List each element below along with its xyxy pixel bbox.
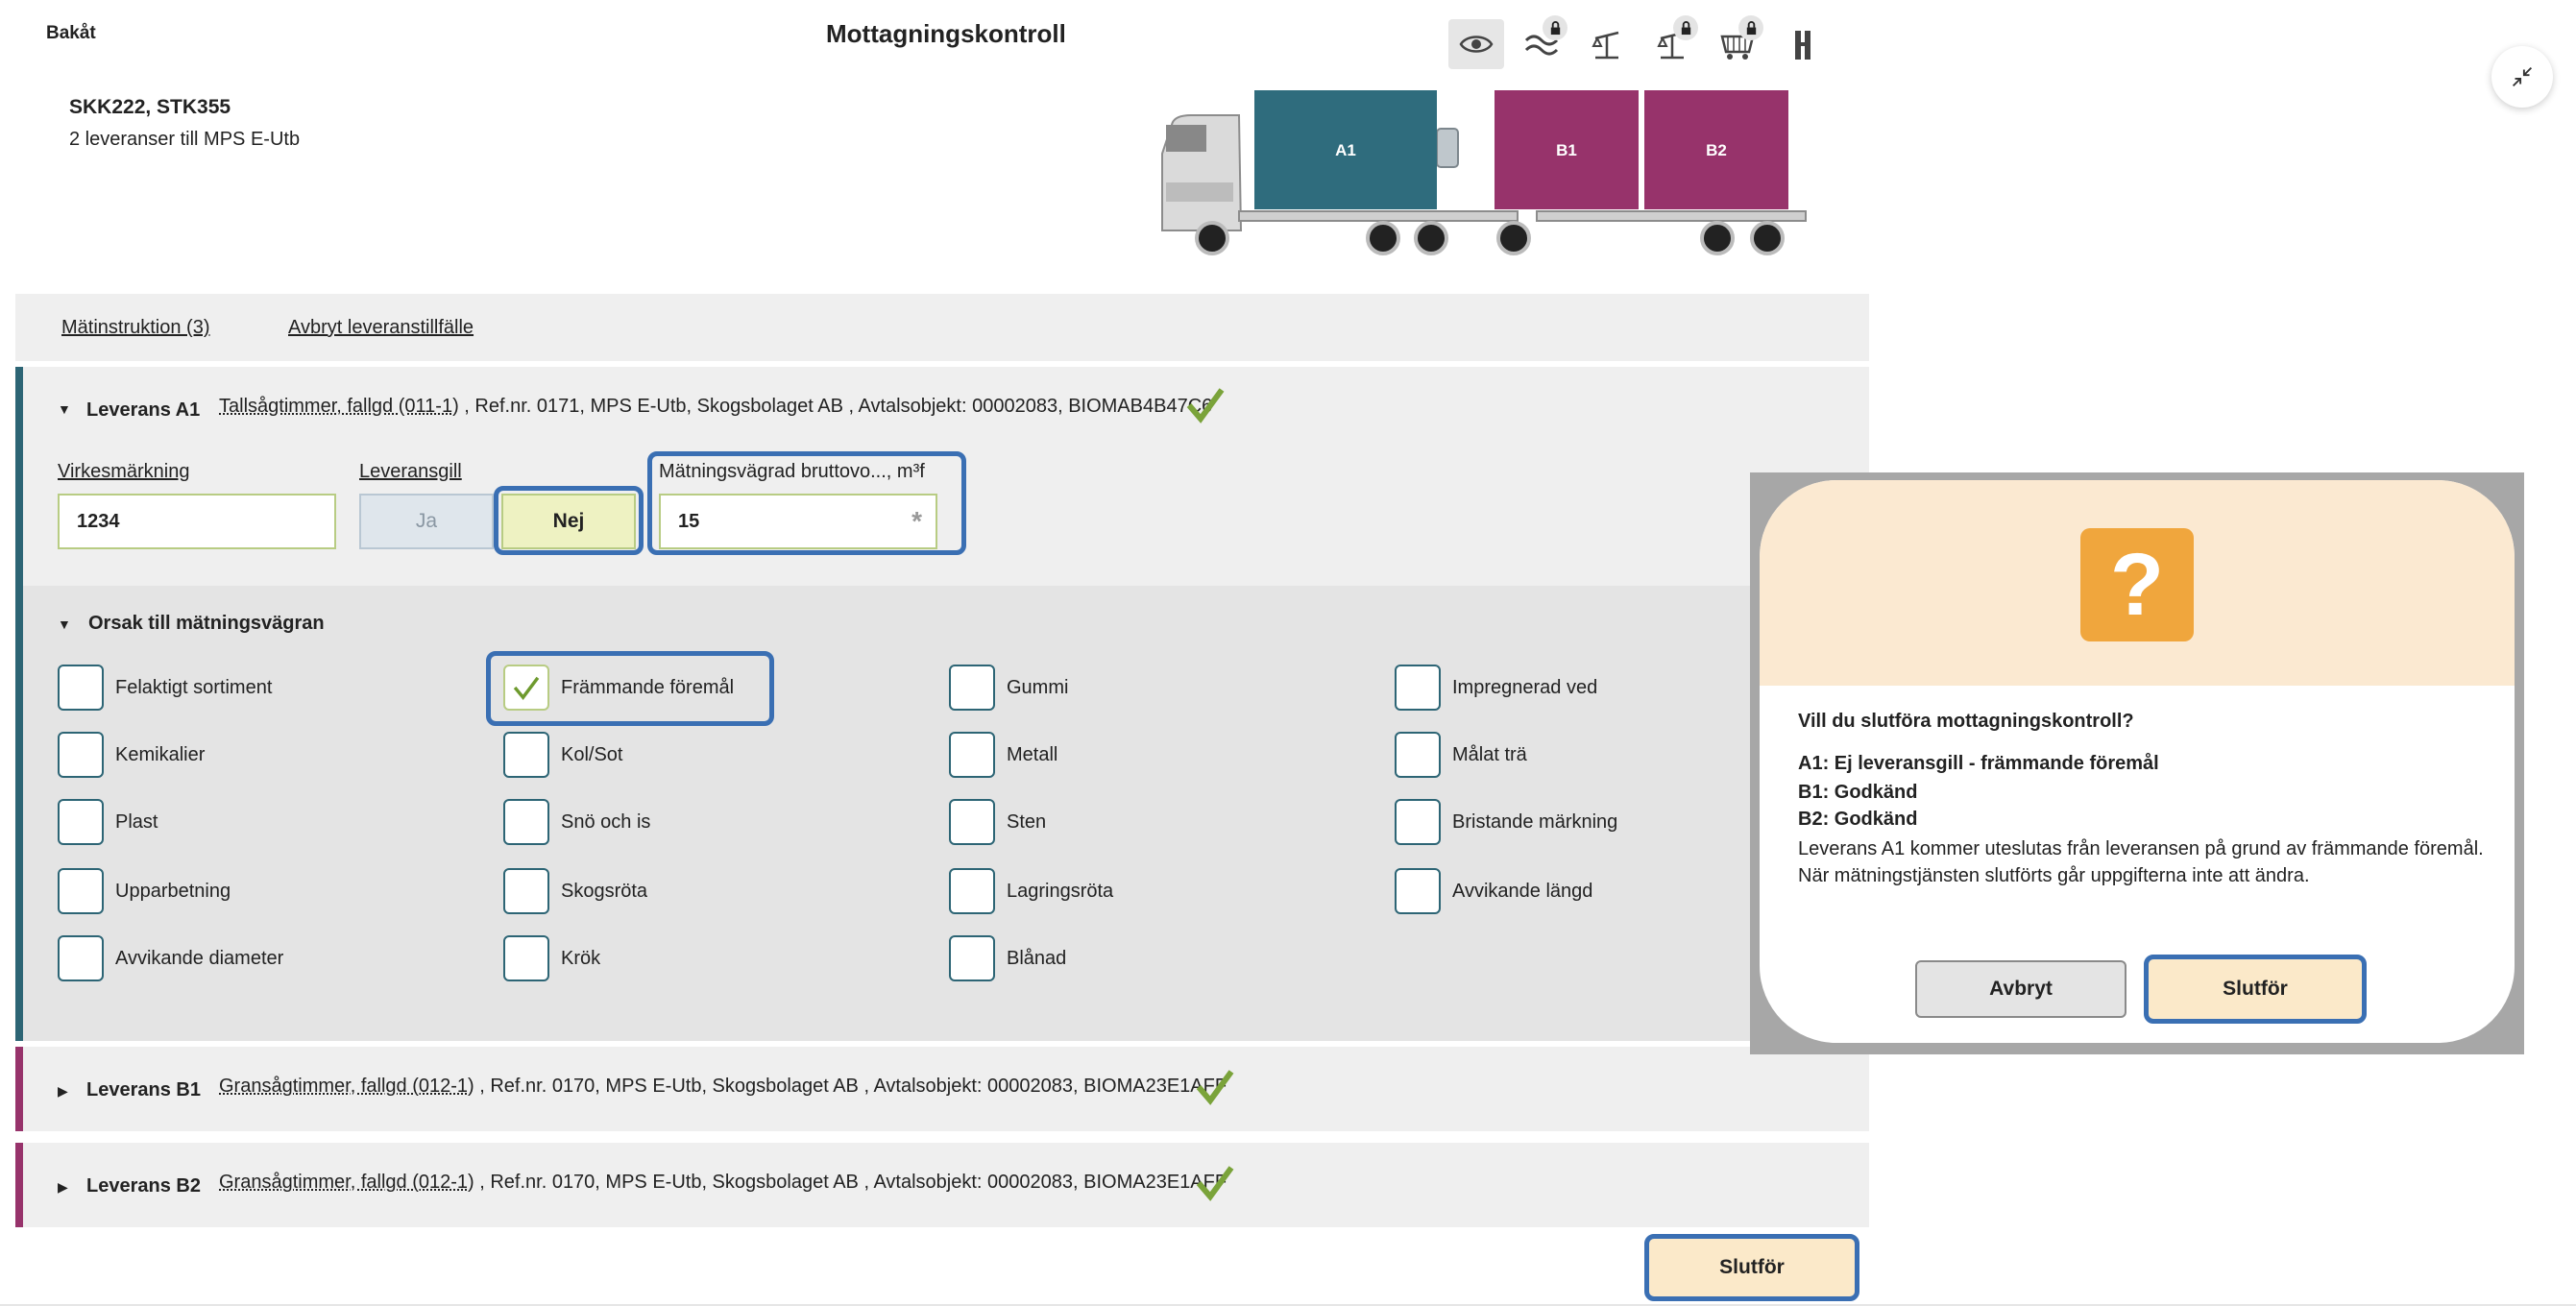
volume-value: 15 [678,510,700,532]
reason-label[interactable]: Målat trä [1452,744,1527,765]
truck-illustration [1153,86,1815,264]
reason-label[interactable]: Kol/Sot [561,744,623,765]
reason-checkbox[interactable] [58,665,104,711]
load-a1-label: A1 [1335,141,1356,159]
lock-icon [1673,15,1698,40]
reason-checkbox[interactable] [58,799,104,845]
reason-label[interactable]: Avvikande längd [1452,881,1593,902]
question-icon: ? [2080,528,2194,641]
reason-label[interactable]: Upparbetning [115,881,231,902]
vehicle-id: SKK222, STK355 [69,96,231,118]
reason-label[interactable]: Kemikalier [115,744,206,765]
expand-b1-icon[interactable]: ▶ [58,1083,68,1099]
reason-checkbox[interactable] [949,935,995,981]
reason-label[interactable]: Metall [1007,744,1058,765]
reason-label[interactable]: Blånad [1007,948,1067,969]
reason-label[interactable]: Lagringsröta [1007,881,1114,902]
reason-label[interactable]: Främmande föremål [561,677,735,698]
reason-checkbox[interactable] [949,732,995,778]
reasons-title: Orsak till mätningsvägran [88,613,325,634]
checkmark-icon [510,671,543,704]
collapse-icon [2508,62,2537,91]
reason-label[interactable]: Impregnerad ved [1452,677,1598,698]
scale-icon [1588,25,1626,63]
reason-checkbox[interactable] [1395,665,1441,711]
check-icon [1195,1162,1235,1202]
delivery-b1-title[interactable]: Leverans B1 [86,1079,201,1100]
delivery-a1-details: , Ref.nr. 0171, MPS E-Utb, Skogsbolaget AB , Avtalsobjekt: 00002083, BIOMAB4B47C6 [458,396,1213,417]
reason-checkbox[interactable] [1395,868,1441,914]
reason-label[interactable]: Gummi [1007,677,1069,698]
reason-checkbox[interactable] [949,799,995,845]
reason-checkbox[interactable] [58,732,104,778]
collapse-reasons-icon[interactable]: ▼ [58,617,71,632]
dialog-line-b1: B1: Godkänd [1798,782,1918,803]
reason-checkbox[interactable] [58,935,104,981]
valid-no-button[interactable]: Nej [501,494,636,549]
marking-label: Virkesmärkning [58,461,190,482]
volume-input[interactable] [659,494,937,549]
page-title: Mottagningskontroll [826,19,1066,48]
reason-label[interactable]: Bristande märkning [1452,811,1618,833]
lock-icon [1738,15,1763,40]
delivery-b2-description [219,1172,1227,1194]
dialog-line-b2: B2: Godkänd [1798,809,1918,830]
reason-label[interactable]: Felaktigt sortiment [115,677,273,698]
lock-icon [1543,15,1567,40]
reason-checkbox[interactable] [949,868,995,914]
reason-checkbox[interactable] [1395,799,1441,845]
dialog-confirm-button[interactable]: Slutför [2144,955,2367,1024]
reason-label[interactable]: Sten [1007,811,1047,833]
dialog-cancel-button[interactable]: Avbryt [1915,960,2126,1018]
tree-icon [1784,25,1822,63]
back-link[interactable]: Bakåt [46,23,96,43]
load-b1-label: B1 [1556,141,1577,159]
tree-button[interactable] [1775,19,1831,69]
reason-checkbox[interactable] [949,665,995,711]
reason-checkbox[interactable] [503,732,549,778]
reason-checkbox[interactable] [503,935,549,981]
delivery-a1-description [219,396,1212,418]
reason-checkbox[interactable] [503,868,549,914]
reason-checkbox[interactable] [1395,732,1441,778]
valid-yes-button[interactable]: Ja [359,494,494,549]
collapse-a1-icon[interactable]: ▼ [58,401,71,417]
cancel-delivery-link[interactable]: Avbryt leveranstillfälle [288,317,474,338]
eye-icon [1457,25,1495,63]
delivery-b1-assortment[interactable]: Gransågtimmer, fallgd (012-1) [219,1076,474,1097]
delivery-b1-description [219,1076,1227,1098]
delivery-a1-assortment[interactable]: Tallsågtimmer, fallgd (011-1) [219,396,459,417]
valid-label: Leveransgill [359,461,462,482]
collapse-button[interactable] [2491,46,2553,108]
confirm-dialog [1760,480,2515,1043]
reason-checkbox[interactable] [503,665,549,711]
reason-checkbox[interactable] [503,799,549,845]
moisture-button[interactable] [1514,19,1569,69]
check-icon [1195,1066,1235,1106]
load-b2-label: B2 [1706,141,1727,159]
scale-check-button[interactable] [1644,19,1700,69]
dialog-line-a1: A1: Ej leveransgill - främmande föremål [1798,753,2159,774]
marking-input[interactable]: 1234 [58,494,336,549]
delivery-b2-details: , Ref.nr. 0170, MPS E-Utb, Skogsbolaget AB , Avtalsobjekt: 00002083, BIOMA23E1AFF [474,1172,1227,1193]
reason-label[interactable]: Snö och is [561,811,651,833]
eye-button[interactable] [1448,19,1504,69]
reason-label[interactable]: Plast [115,811,158,833]
volume-label: Mätningsvägrad bruttovo..., m³f [659,461,925,482]
delivery-count: 2 leveranser till MPS E-Utb [69,129,301,150]
scale-button[interactable] [1579,19,1635,69]
delivery-b2-assortment[interactable]: Gransågtimmer, fallgd (012-1) [219,1172,474,1193]
reason-checkbox[interactable] [58,868,104,914]
reason-label[interactable]: Krök [561,948,601,969]
expand-b2-icon[interactable]: ▶ [58,1179,68,1195]
reason-label[interactable]: Skogsröta [561,881,648,902]
delivery-b1-details: , Ref.nr. 0170, MPS E-Utb, Skogsbolaget AB , Avtalsobjekt: 00002083, BIOMA23E1AFF [474,1076,1227,1097]
finish-button[interactable]: Slutför [1644,1234,1859,1301]
measure-instruction-link[interactable]: Mätinstruktion (3) [61,317,210,338]
cart-button[interactable] [1710,19,1765,69]
delivery-a1-title[interactable]: Leverans A1 [86,399,201,421]
toolbar [1448,19,1831,69]
check-icon [1185,384,1226,424]
required-icon: * [911,506,922,536]
delivery-b2-title[interactable]: Leverans B2 [86,1175,201,1197]
reason-label[interactable]: Avvikande diameter [115,948,284,969]
dialog-message: Leverans A1 kommer uteslutas från leveransen på grund av främmande föremål. När mätningstjänsten slutförts går uppgifterna inte att ändra. [1798,838,2484,886]
dialog-question: Vill du slutföra mottagningskontroll? [1798,711,2134,732]
